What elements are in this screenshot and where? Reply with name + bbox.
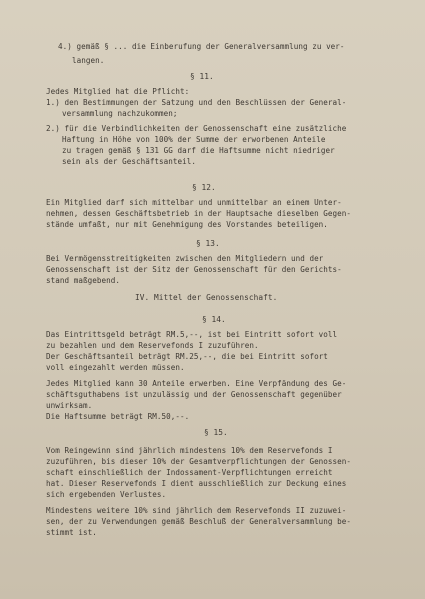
text-line: zu tragen gemäß § 131 GG darf die Haftsumme nicht niedriger — [62, 146, 335, 155]
text-line: Haftung in Höhe von 100% der Summe der erworbenen Anteile — [62, 135, 326, 144]
text-line: Mindestens weitere 10% sind jährlich dem Reservefonds II zuzuwei- — [46, 506, 347, 515]
text-line: Ein Mitglied darf sich mittelbar und unmittelbar an einem Unter- — [46, 198, 342, 207]
text-line: stände umfaßt, nur mit Genehmigung des Vorstandes beteiligen. — [46, 220, 328, 229]
text-line: Genossenschaft ist der Sitz der Genossenschaft für den Gerichts- — [46, 265, 342, 274]
text-line: Die Haftsumme beträgt RM.50,--. — [46, 412, 190, 421]
text-line: Vom Reingewinn sind jährlich mindestens 10% dem Reservefonds I — [46, 446, 333, 455]
text-line: stimmt ist. — [46, 528, 97, 537]
text-line: unwirksam. — [46, 401, 93, 410]
text-line: stand maßgebend. — [46, 276, 120, 285]
text-line: Das Eintrittsgeld beträgt RM.5,--, ist bei Eintritt sofort voll — [46, 330, 338, 339]
text-line: Jedes Mitglied hat die Pflicht: — [46, 87, 190, 96]
section-heading: § 13. — [196, 239, 220, 248]
text-line: schaft einschließlich der Indossament-Verpflichtungen erreicht — [46, 468, 333, 477]
text-line: langen. — [72, 56, 105, 65]
text-line: 2.) für die Verbindlichkeiten der Genossenschaft eine zusätzliche — [46, 124, 347, 133]
text-line: nehmen, dessen Geschäftsbetrieb in der Hauptsache dieselben Gegen- — [46, 209, 352, 218]
text-line: zuzuführen, bis dieser 10% der Gesamtverpflichtungen der Genossen- — [46, 457, 352, 466]
section-heading: § 12. — [192, 183, 216, 192]
text-line: Der Geschäftsanteil beträgt RM.25,--, die bei Eintritt sofort — [46, 352, 328, 361]
section-heading: § 15. — [204, 428, 228, 437]
chapter-heading: IV. Mittel der Genossenschaft. — [135, 293, 278, 302]
section-heading: § 11. — [190, 72, 214, 81]
text-line: sich ergebenden Verlustes. — [46, 490, 167, 499]
text-line: versammlung nachzukommen; — [62, 109, 178, 118]
text-line: sein als der Geschäftsanteil. — [62, 157, 197, 166]
text-line: 4.) gemäß § ... die Einberufung der Generalversammlung zu ver- — [58, 42, 345, 51]
text-line: schäftsguthabens ist unzulässig und der Genossenschaft gegenüber — [46, 390, 342, 399]
text-line: zu bezahlen und dem Reservefonds I zuzuführen. — [46, 341, 259, 350]
text-line: Jedes Mitglied kann 30 Anteile erwerben. Eine Verpfändung des Ge- — [46, 379, 347, 388]
text-line: hat. Dieser Reservefonds I dient ausschließlich zur Deckung eines — [46, 479, 347, 488]
text-line: 1.) den Bestimmungen der Satzung und den Beschlüssen der General- — [46, 98, 347, 107]
text-line: voll eingezahlt werden müssen. — [46, 363, 185, 372]
text-line: Bei Vermögensstreitigkeiten zwischen den Mitgliedern und der — [46, 254, 324, 263]
text-line: sen, der zu Verwendungen gemäß Beschluß der Generalversammlung be- — [46, 517, 352, 526]
section-heading: § 14. — [202, 315, 226, 324]
